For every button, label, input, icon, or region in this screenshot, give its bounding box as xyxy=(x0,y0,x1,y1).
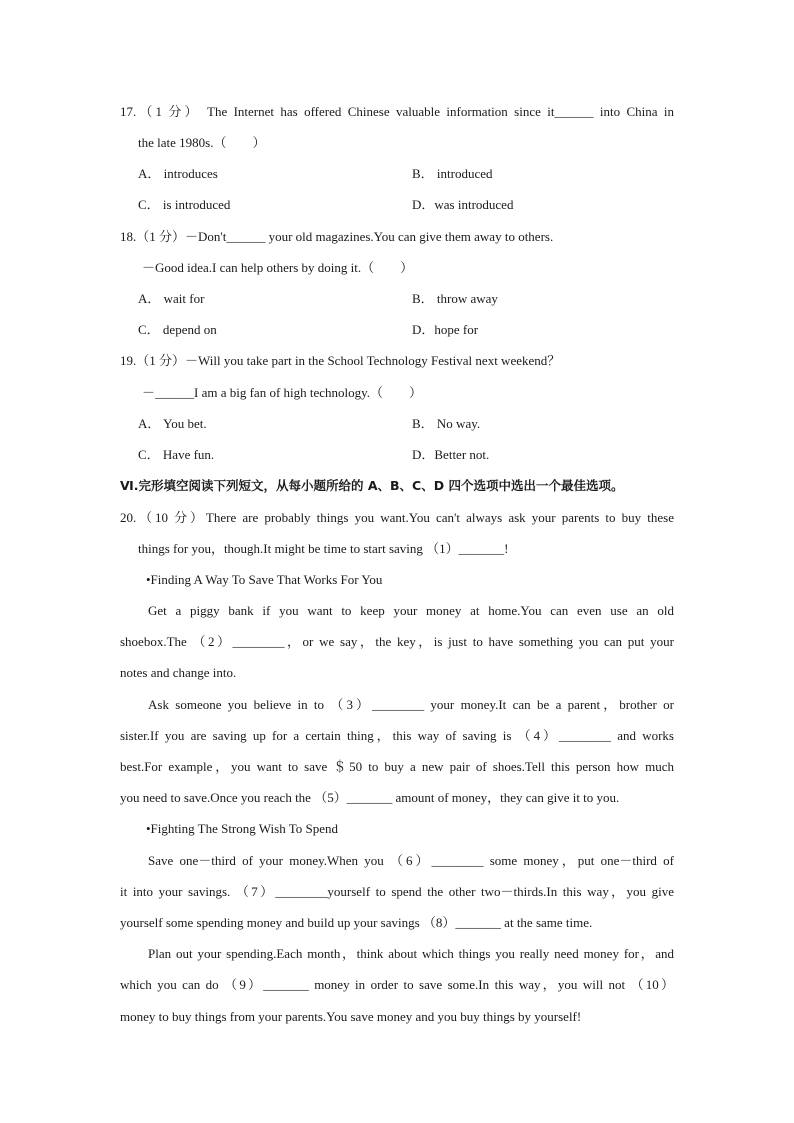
q19-option-c[interactable]: C． Have fun. xyxy=(138,447,215,462)
q19-option-d[interactable]: D．Better not. xyxy=(412,447,490,462)
q17-option-b[interactable]: B． introduced xyxy=(412,166,493,181)
q17-stem-line2: the late 1980s.（ ） xyxy=(138,135,266,150)
q20-subheading-fighting: •Fighting The Strong Wish To Spend xyxy=(146,821,338,836)
q19-stem-line2: －______I am a big fan of high technology.（ ） xyxy=(142,385,423,400)
q20-para3-line3: yourself some spending money and build up your savings （8）_______ at the same time. xyxy=(120,915,593,930)
q20-para2-line4: you need to save.Once you reach the （5）_______ amount of money，they can give it to you. xyxy=(120,790,620,805)
q17-stem-line1: 17.（1 分） The Internet has offered Chinese valuable information since it______ into China in xyxy=(120,104,674,119)
q18-option-d[interactable]: D．hope for xyxy=(412,322,479,337)
q20-para1-line3: notes and change into. xyxy=(120,665,237,680)
q20-subheading-finding: •Finding A Way To Save That Works For You xyxy=(146,572,383,587)
q19-option-b[interactable]: B． No way. xyxy=(412,416,481,431)
q18-stem-line1: 18.（1 分）－Don't______ your old magazines.You can give them away to others. xyxy=(120,229,554,244)
q17-option-d[interactable]: D．was introduced xyxy=(412,197,514,212)
q20-para3-line2: it into your savings. （7）________yourself to spend the other two－thirds.In this way，you give xyxy=(120,884,674,899)
q19-stem-line1: 19.（1 分）－Will you take part in the School Technology Festival next weekend？ xyxy=(120,353,561,368)
q20-intro-line1: 20.（10 分）There are probably things you want.You can't always ask your parents to buy these xyxy=(120,510,674,525)
q20-intro-line2: things for you，though.It might be time to start saving （1）_______! xyxy=(138,541,509,556)
q20-para2-line2: sister.If you are saving up for a certain thing，this way of saving is （4）________ and works xyxy=(120,728,674,743)
q20-para3-line1: Save one－third of your money.When you （6）________ some money，put one－third of xyxy=(148,853,674,868)
q18-stem-line2: －Good idea.I can help others by doing it.（ ） xyxy=(142,260,414,275)
q20-para1-line2: shoebox.The （2）________，or we say，the key，is just to have something you can put your xyxy=(120,634,674,649)
q18-option-a[interactable]: A． wait for xyxy=(138,291,205,306)
q18-option-b[interactable]: B． throw away xyxy=(412,291,498,306)
q20-para1-line1: Get a piggy bank if you want to keep your money at home.You can even use an old xyxy=(148,603,674,618)
q17-option-a[interactable]: A． introduces xyxy=(138,166,218,181)
section-heading-cloze: Ⅵ.完形填空阅读下列短文，从每小题所给的 A、B、C、D 四个选项中选出一个最佳选项。 xyxy=(120,478,624,493)
q17-option-c[interactable]: C． is introduced xyxy=(138,197,231,212)
q20-para2-line1: Ask someone you believe in to （3）________ your money.It can be a parent，brother or xyxy=(148,697,674,712)
q20-para4-line2: which you can do （9）_______ money in order to save some.In this way，you will not （10） xyxy=(120,977,674,992)
q20-para4-line3: money to buy things from your parents.You save money and you buy things by yourself! xyxy=(120,1009,582,1024)
q20-para2-line3: best.For example，you want to save ＄50 to buy a new pair of shoes.Tell this person how much xyxy=(120,759,674,774)
q20-para4-line1: Plan out your spending.Each month，think about which things you really need money for，and xyxy=(148,946,674,961)
q19-option-a[interactable]: A． You bet. xyxy=(138,416,207,431)
q18-option-c[interactable]: C． depend on xyxy=(138,322,217,337)
